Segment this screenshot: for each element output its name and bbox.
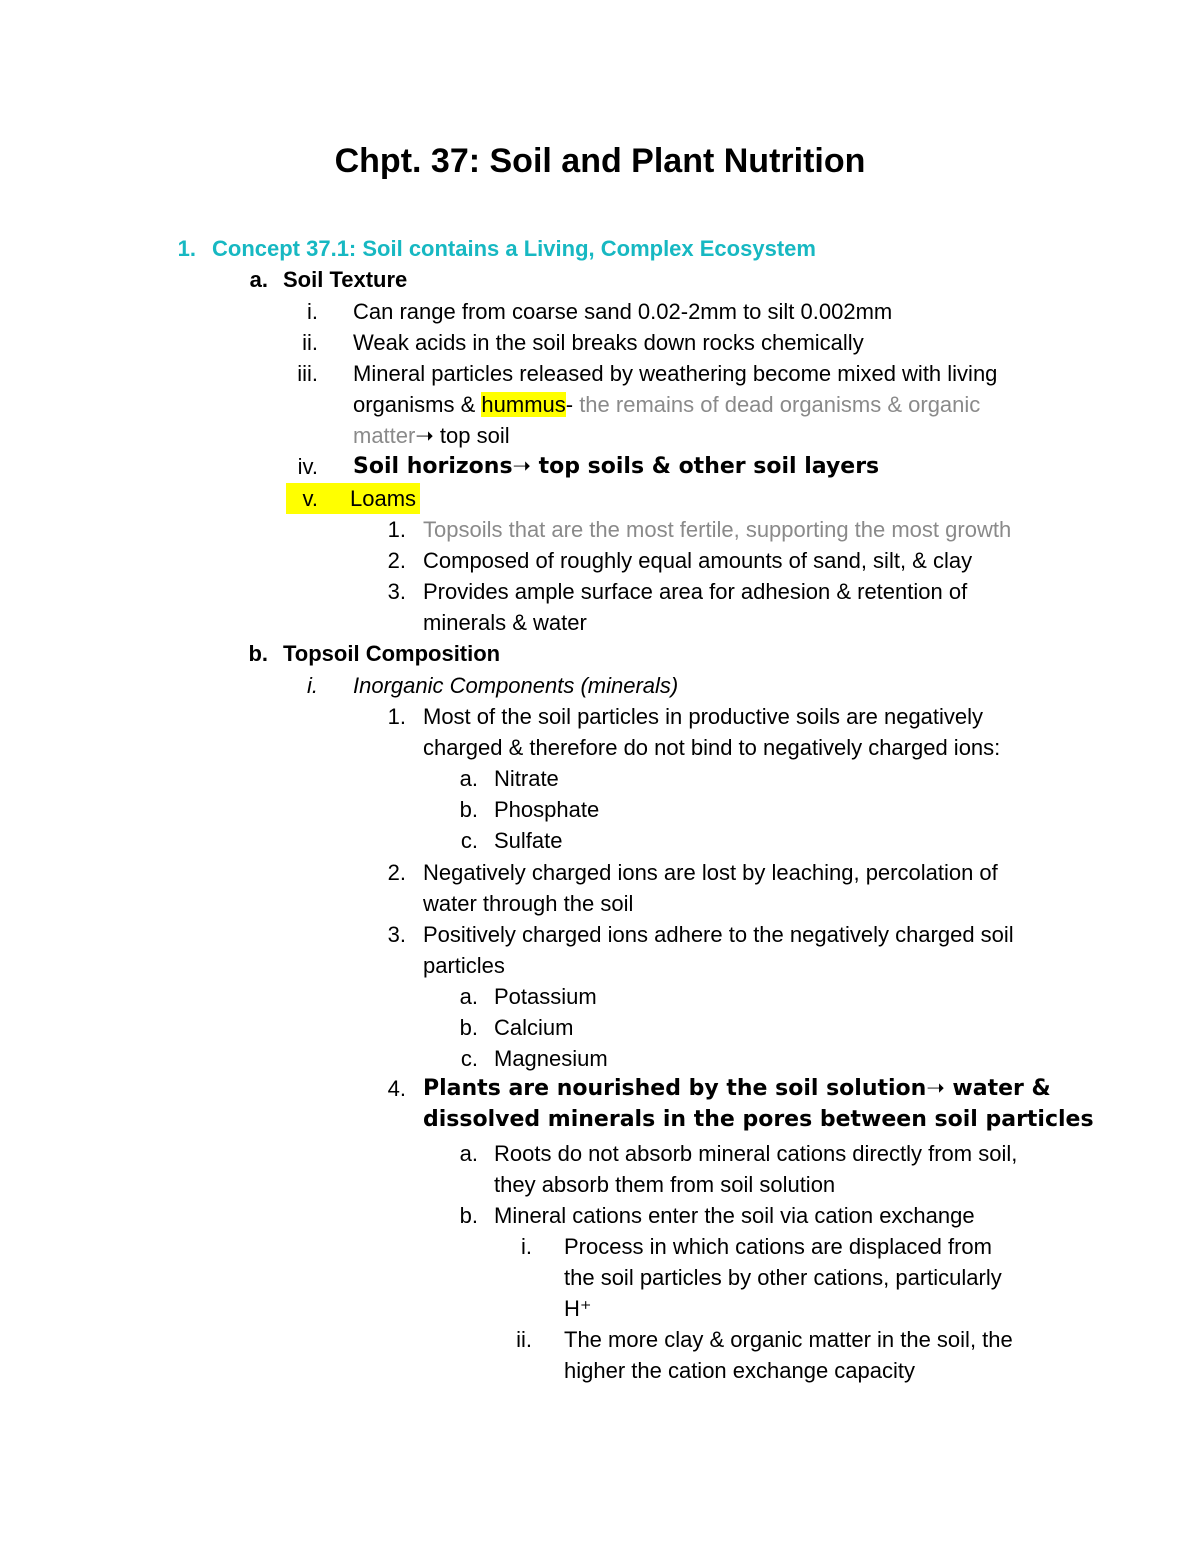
list-item-soil-horizons: Soil horizons➝ top soils & other soil layers xyxy=(353,454,880,479)
list-marker: 3. xyxy=(387,922,406,947)
list-item-potassium: Potassium xyxy=(494,984,597,1009)
highlighted-term-hummus: hummus xyxy=(481,392,566,417)
list-marker: 4. xyxy=(387,1076,406,1101)
list-item-sulfate: Sulfate xyxy=(494,828,563,853)
list-marker: 1. xyxy=(177,236,196,261)
concept-heading: Concept 37.1: Soil contains a Living, Complex Ecosystem xyxy=(212,236,816,261)
text-run: organisms & xyxy=(353,392,482,417)
list-item: Can range from coarse sand 0.02-2mm to silt 0.002mm xyxy=(353,299,893,324)
list-marker: b. xyxy=(248,641,268,666)
list-item-calcium: Calcium xyxy=(494,1015,574,1040)
list-item: Roots do not absorb mineral cations directly from soil, xyxy=(494,1141,1018,1166)
list-marker: i. xyxy=(307,299,318,324)
definition-text: the remains of dead organisms & organic xyxy=(573,392,981,417)
list-item-continuation: they absorb them from soil solution xyxy=(494,1172,836,1197)
list-marker: 3. xyxy=(387,579,406,604)
list-item: Negatively charged ions are lost by leaching, percolation of xyxy=(423,860,998,885)
list-marker: b. xyxy=(459,1015,478,1040)
list-item-soil-solution: Plants are nourished by the soil solution➝ water & xyxy=(423,1076,1051,1101)
list-marker: i. xyxy=(307,673,318,698)
list-item: Mineral cations enter the soil via cation exchange xyxy=(494,1203,975,1228)
list-item-continuation: charged & therefore do not bind to negatively charged ions: xyxy=(423,735,1001,760)
list-item-continuation: particles xyxy=(423,953,505,978)
list-marker: i. xyxy=(521,1234,532,1259)
subsection-heading-inorganic: Inorganic Components (minerals) xyxy=(353,673,679,698)
text-run: ➝ top soil xyxy=(415,423,510,448)
definition-text: matter xyxy=(353,423,416,448)
list-marker: a. xyxy=(459,1141,478,1166)
list-item-continuation: higher the cation exchange capacity xyxy=(564,1358,916,1383)
list-item: Topsoils that are the most fertile, supporting the most growth xyxy=(423,517,1012,542)
section-heading-topsoil-composition: Topsoil Composition xyxy=(283,641,501,666)
list-item: Composed of roughly equal amounts of sand, silt, & clay xyxy=(423,548,973,573)
list-marker: 2. xyxy=(387,548,406,573)
highlighted-term-loams: Loams xyxy=(350,483,420,514)
list-item: Weak acids in the soil breaks down rocks chemically xyxy=(353,330,864,355)
list-item-phosphate: Phosphate xyxy=(494,797,600,822)
list-marker: a. xyxy=(459,766,478,791)
list-marker: a. xyxy=(459,984,478,1009)
list-item: Most of the soil particles in productive soils are negatively xyxy=(423,704,984,729)
list-marker: b. xyxy=(459,797,478,822)
list-item-continuation: dissolved minerals in the pores between soil particles xyxy=(423,1107,1094,1132)
list-item-continuation xyxy=(353,389,980,420)
list-item-continuation: the soil particles by other cations, particularly xyxy=(564,1265,1002,1290)
list-marker: iii. xyxy=(297,361,318,386)
list-item-continuation: water through the soil xyxy=(423,891,634,916)
list-marker: b. xyxy=(459,1203,478,1228)
list-marker-highlighted xyxy=(286,483,350,514)
list-item-magnesium: Magnesium xyxy=(494,1046,608,1071)
list-marker: ii. xyxy=(516,1327,532,1352)
list-marker: c. xyxy=(460,1046,478,1071)
list-marker: iv. xyxy=(297,454,318,479)
marker-text: v. xyxy=(302,486,318,511)
list-item-nitrate: Nitrate xyxy=(494,766,559,791)
list-marker: a. xyxy=(249,267,268,292)
list-item: Mineral particles released by weathering become mixed with living xyxy=(353,361,998,386)
list-marker: c. xyxy=(460,828,478,853)
document-title: Chpt. 37: Soil and Plant Nutrition xyxy=(334,142,866,180)
section-heading-soil-texture: Soil Texture xyxy=(283,267,408,292)
list-item-continuation: minerals & water xyxy=(423,610,587,635)
list-item: Provides ample surface area for adhesion & retention of xyxy=(423,579,968,604)
list-item: The more clay & organic matter in the soil, the xyxy=(564,1327,1013,1352)
list-marker: 1. xyxy=(387,704,406,729)
list-item: Positively charged ions adhere to the negatively charged soil xyxy=(423,922,1014,947)
dash: - xyxy=(565,392,574,417)
list-marker: 2. xyxy=(387,860,406,885)
list-item: Process in which cations are displaced from xyxy=(564,1234,992,1259)
list-item-continuation xyxy=(353,420,510,451)
list-marker: 1. xyxy=(387,517,406,542)
list-item-continuation: H⁺ xyxy=(564,1296,592,1321)
list-marker: ii. xyxy=(302,330,318,355)
